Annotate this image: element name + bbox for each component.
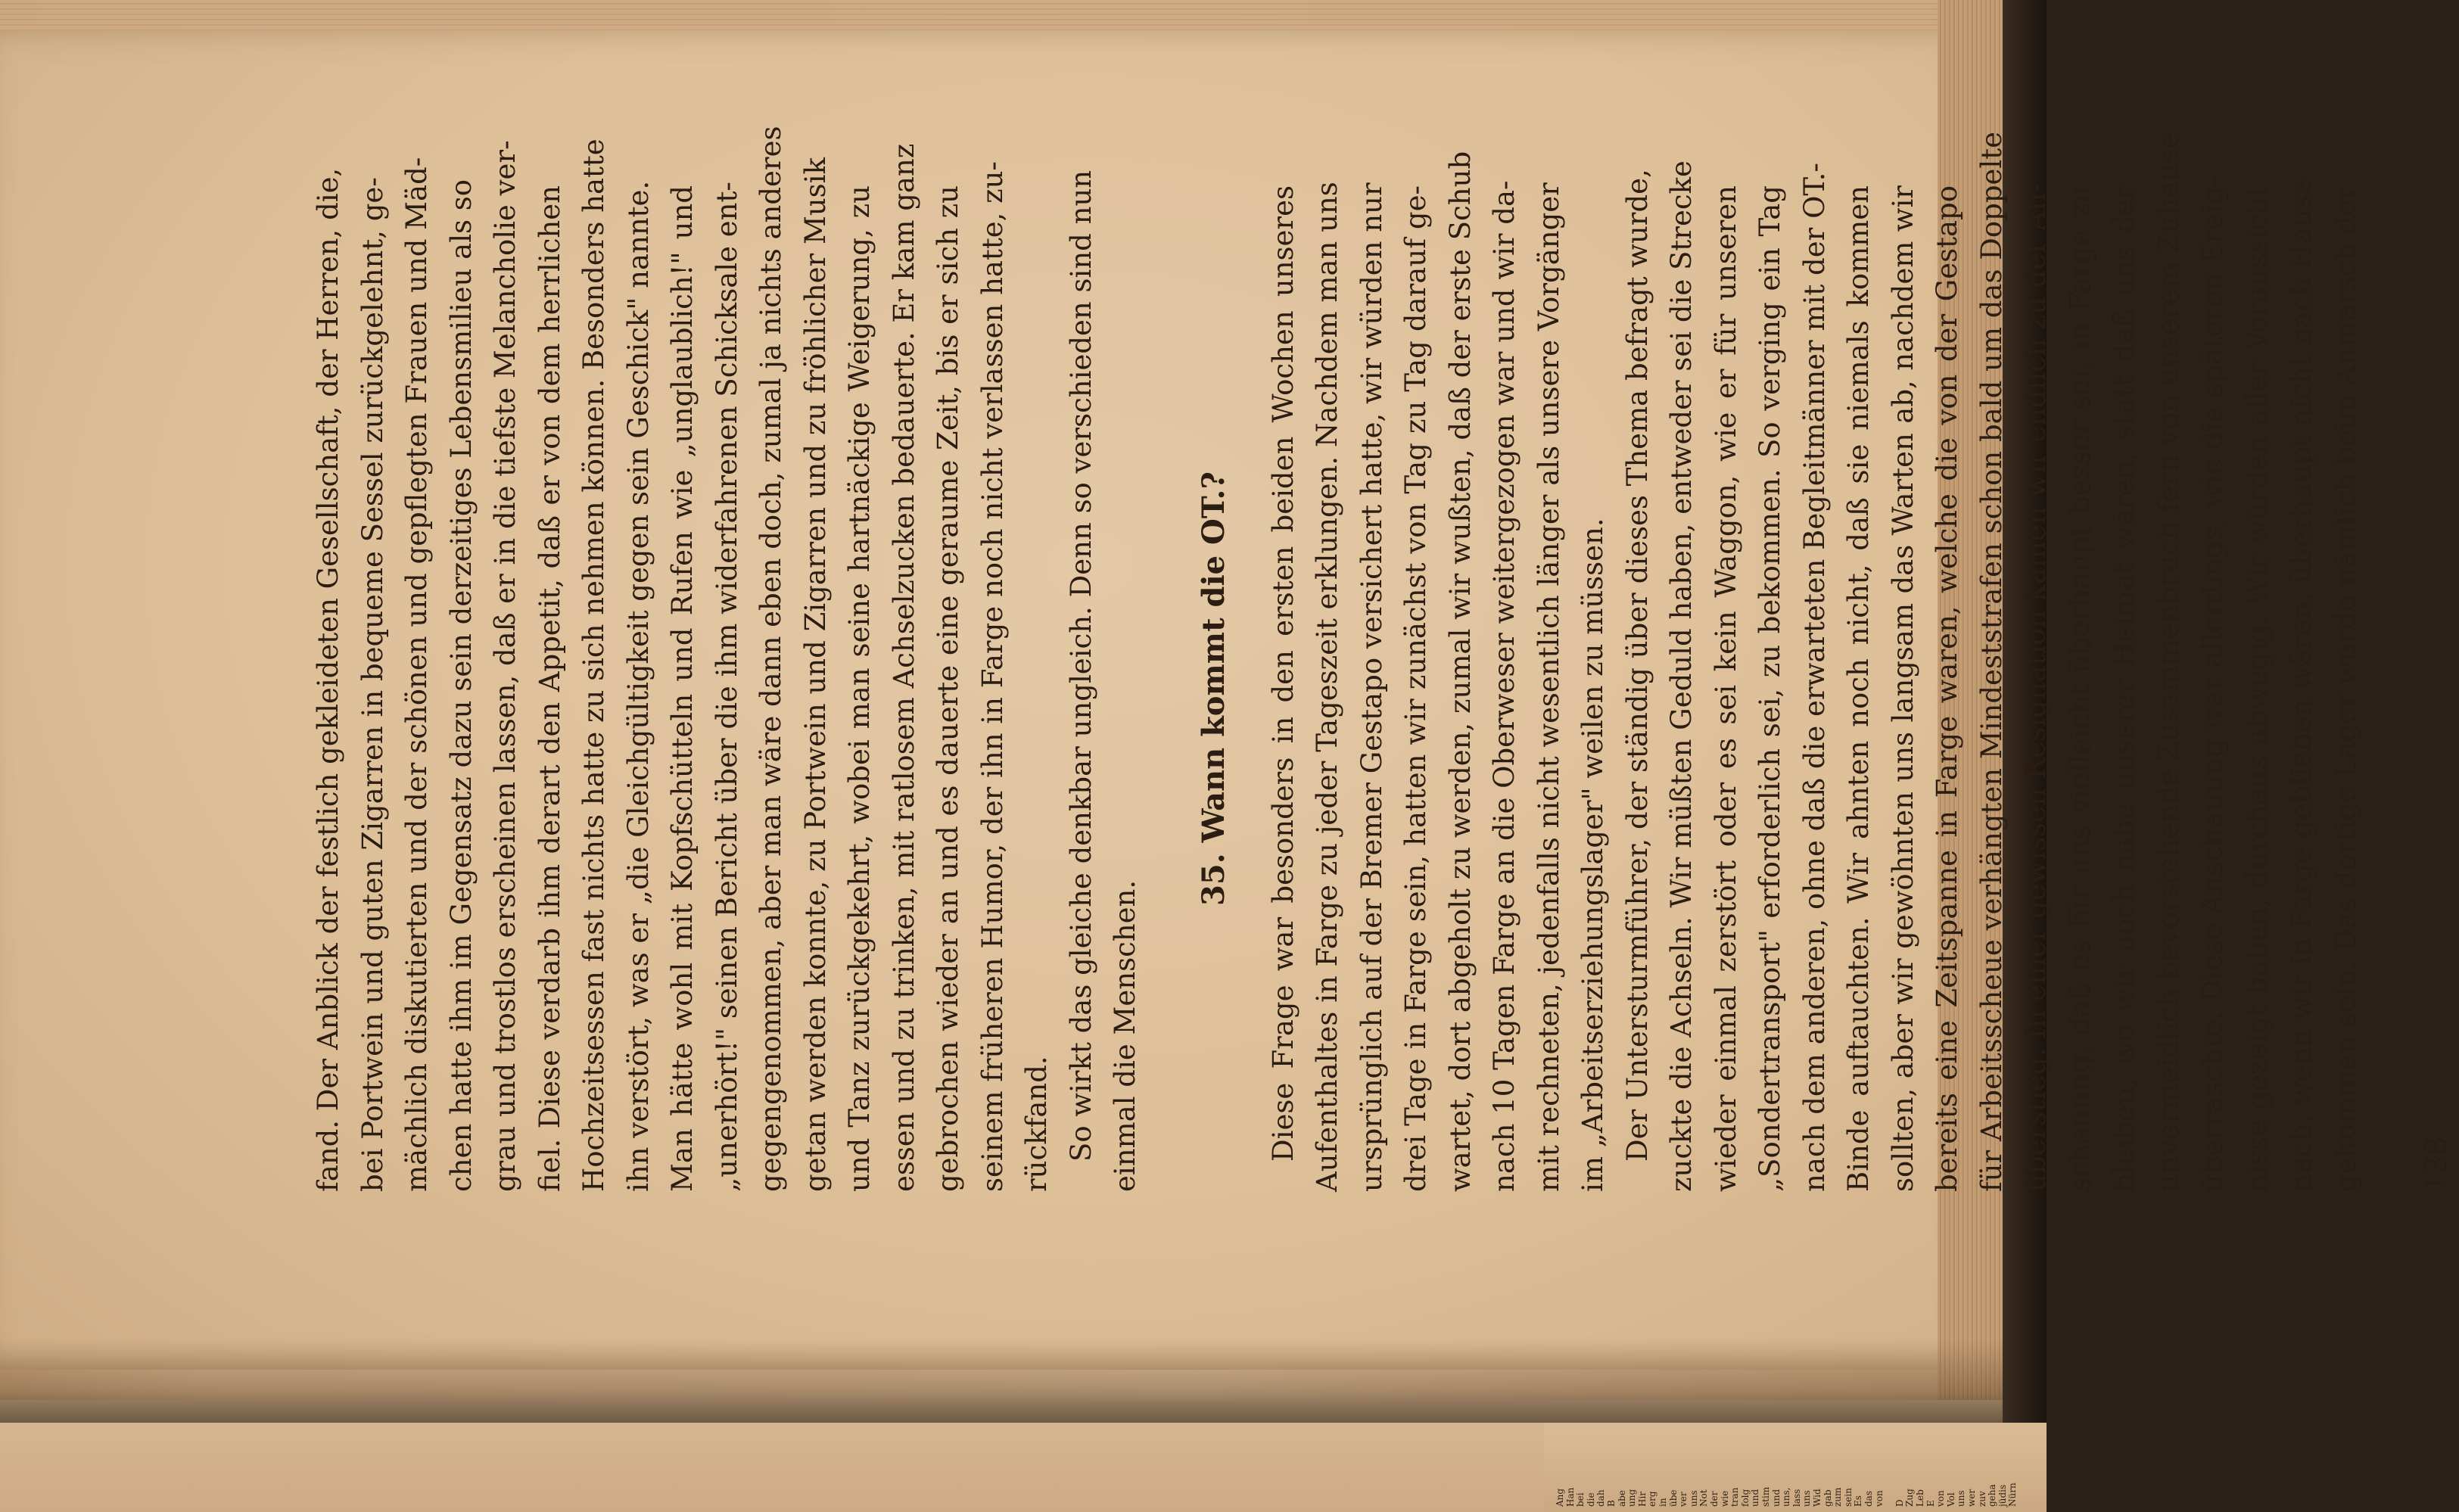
facing-line-fragment: bei: [1575, 1492, 1586, 1507]
facing-line-fragment: übe: [1667, 1489, 1679, 1507]
facing-line-fragment: uns: [1801, 1490, 1813, 1507]
facing-line-fragment: jüdis: [1997, 1484, 2008, 1507]
text-line: ihn verstört, was er „die Gleichgültigkeit gegen sein Geschick" nannte.: [621, 180, 655, 1192]
text-line: wartet, dort abgeholt zu werden, zumal wir wußten, daß der erste Schub: [1443, 151, 1477, 1192]
text-line: chen hatte ihm im Gegensatz dazu sein derzeitiges Lebensmilieu als so: [444, 179, 478, 1192]
facing-line-fragment: tran: [1729, 1487, 1741, 1507]
text-line: So wirkt das gleiche denkbar ungleich. Denn so verschieden sind nun: [1064, 170, 1097, 1162]
facing-line-fragment: wer: [1966, 1489, 1977, 1507]
text-line: bleiben, wo wir noch nahe unserer Heimat wären, statt daß uns der: [2108, 185, 2140, 1192]
text-line: und Tanz zurückgekehrt, wobei man seine hartnäckige Weigerung, zu: [843, 185, 876, 1192]
text-line: nisse gezeigt haben, durchaus abwegig. Wir würden aller Voraussicht: [2240, 185, 2274, 1192]
facing-line-fragment: der: [1709, 1491, 1720, 1507]
facing-line-fragment: Not: [1698, 1489, 1710, 1507]
text-line: Binde auftauchten. Wir ahnten noch nicht, daß sie niemals kommen: [1842, 185, 1875, 1192]
facing-line-fragment: ver: [1678, 1492, 1689, 1507]
text-line: für Arbeitsscheue verhängten Mindeststrafen schon bald um das Doppelte: [1975, 132, 2008, 1192]
text-line: nach dem anderen, ohne daß die erwarteten Begleitmänner mit der OT.-: [1798, 163, 1831, 1192]
text-line: seinem früheren Humor, der ihn in Farge noch nicht verlassen hatte, zu-: [976, 161, 1009, 1192]
text-line: grau und trostlos erscheinen lassen, daß er in die tiefste Melancholie ver-: [489, 140, 521, 1192]
facing-line-fragment: stim: [1760, 1486, 1771, 1507]
text-line: getan werden konnte, zu Portwein und Zigarren und zu fröhlicher Musik: [798, 157, 832, 1192]
text-line: fiel. Diese verdarb ihm derart den Appetit, daß er von dem herrlichen: [533, 185, 566, 1192]
text-line: drei Tage in Farge sein, hatten wir zunächst von Tag zu Tag darauf ge-: [1399, 185, 1432, 1192]
facing-line-fragment: dah: [1595, 1489, 1607, 1507]
text-line: „Sondertransport" erforderlich sei, zu bekommen. So verging ein Tag: [1754, 185, 1786, 1192]
facing-line-fragment: von: [1935, 1490, 1947, 1507]
facing-line-fragment: Wid: [1812, 1489, 1822, 1507]
facing-line-fragment: die: [1585, 1492, 1596, 1507]
facing-line-fragment: und: [1770, 1489, 1782, 1507]
facing-line-fragment: uns: [1956, 1490, 1967, 1507]
facing-line-fragment: B: [1606, 1500, 1617, 1507]
text-line: zuckte die Achseln. Wir müßten Geduld haben, entweder sei die Strecke: [1665, 160, 1698, 1192]
text-line: rückfand.: [1020, 1056, 1053, 1192]
facing-line-fragment: Zug: [1904, 1489, 1916, 1507]
facing-line-fragment: von: [1873, 1490, 1885, 1507]
text-line: sollten, aber wir gewöhnten uns langsam das Warten ab, nachdem wir: [1886, 185, 1919, 1192]
facing-line-fragment: das: [1863, 1491, 1874, 1507]
text-line: bereits eine Zeitspanne in Farge waren, welche die von der Gestapo: [1931, 185, 1963, 1192]
text-line: Aufenthaltes in Farge zu jeder Tageszeit erklungen. Nachdem man uns: [1311, 182, 1343, 1192]
facing-line-fragment: und: [1750, 1489, 1761, 1507]
text-line: überraschte. Diese Anschauung war allerdings, wie die späteren Ereig-: [2196, 176, 2229, 1192]
facing-line-fragment: ung: [1626, 1489, 1638, 1507]
facing-line-fragment: geha: [1987, 1484, 1998, 1507]
text-line: mit rechneten, jedenfalls nicht wesentlich länger als unsere Vorgänger: [1532, 182, 1565, 1192]
text-line: überstieg. In einer gewissen Resignation kamen wir endlich zu der An-: [2019, 183, 2052, 1192]
text-line: nach, wenn wir in Farge geblieben wären, überhaupt nicht nach Hause: [2285, 178, 2317, 1192]
facing-line-fragment: lass: [1791, 1489, 1802, 1507]
text-line: wieder einmal zerstört oder es sei kein Waggon, wie er für unseren: [1709, 185, 1742, 1192]
text-line: „unerhört!" seinen Bericht über die ihm widerfahrenen Schicksale ent-: [710, 182, 743, 1192]
facing-page-text: [1555, 1419, 2040, 1510]
facing-line-fragment: Han: [1564, 1487, 1576, 1507]
facing-line-fragment: Leb: [1915, 1489, 1925, 1507]
text-line: gegengenommen, aber man wäre dann eben doch, zumal ja nichts anderes: [755, 126, 787, 1192]
facing-line-fragment: in: [1657, 1498, 1668, 1507]
facing-line-fragment: sein: [1842, 1488, 1854, 1507]
facing-line-fragment: Ang: [1555, 1488, 1565, 1507]
text-line: gebrochen wieder an und es dauerte eine geraume Zeit, bis er sich zu: [932, 185, 964, 1192]
text-line: essen und zu trinken, mit ratlosem Achselzucken bedauerte. Er kam ganz: [887, 143, 920, 1192]
text-line: Diese Frage war besonders in den ersten beiden Wochen unseres: [1266, 185, 1300, 1162]
text-line: gekommen sein. Das dortige Lager wurde nämlich beim Anmarsch der: [2329, 185, 2362, 1192]
facing-line-fragment: erg: [1647, 1491, 1658, 1507]
text-line: Der Untersturmführer, der ständig über dieses Thema befragt wurde,: [1620, 169, 1654, 1162]
text-line: unvermeidlich bevorstehende Zusammenbruch fern von unserem Zuhause: [2152, 132, 2185, 1192]
chapter-heading: 35. Wann kommt die OT.?: [1195, 471, 1231, 906]
text-line: einmal die Menschen.: [1109, 879, 1141, 1192]
text-line: ursprünglich auf der Bremer Gestapo versichert hatte, wir würden nur: [1355, 182, 1388, 1192]
page-text-block: [307, 126, 2453, 1192]
facing-line-fragment: Vol: [1945, 1492, 1956, 1507]
gutter-shadow: [0, 1339, 2006, 1423]
facing-line-fragment: E: [1925, 1500, 1936, 1507]
text-line: schauung, daß es für uns vielleicht überhaupt besser sei, in Farge zu: [2063, 185, 2096, 1192]
text-line: Hochzeitsessen fast nichts hatte zu sich nehmen können. Besonders hatte: [577, 138, 610, 1192]
page-number: 138: [2420, 1137, 2453, 1192]
text-line: fand. Der Anblick der festlich gekleideten Gesellschaft, der Herren, die,: [312, 167, 344, 1192]
text-line: Man hätte wohl mit Kopfschütteln und Rufen wie „unglaublich!" und: [666, 185, 699, 1192]
facing-line-fragment: Es: [1853, 1495, 1864, 1507]
facing-line-fragment: zum: [1832, 1487, 1844, 1507]
facing-line-fragment: folg: [1739, 1489, 1751, 1507]
facing-line-fragment: D: [1894, 1499, 1905, 1507]
facing-line-fragment: wie: [1719, 1490, 1730, 1507]
text-line: im „Arbeitserziehungslager" weilen zu müssen.: [1577, 518, 1609, 1192]
facing-line-fragment: gab: [1822, 1489, 1833, 1507]
text-line: nach 10 Tagen Farge an die Oberweser weitergezogen war und wir da-: [1488, 180, 1521, 1192]
facing-line-fragment: Nürn: [2007, 1482, 2019, 1507]
facing-line-fragment: Hir: [1636, 1491, 1648, 1507]
facing-line-fragment: uns: [1688, 1490, 1699, 1507]
facing-line-fragment: zuv: [1976, 1491, 1987, 1507]
text-line: mächlich diskutierten und der schönen und gepflegten Frauen und Mäd-: [400, 157, 433, 1192]
facing-line-fragment: abe: [1616, 1490, 1627, 1507]
text-line: bei Portwein und guten Zigarren in bequeme Sessel zurückgelehnt, ge-: [356, 177, 389, 1192]
facing-line-fragment: uns,: [1781, 1487, 1792, 1507]
